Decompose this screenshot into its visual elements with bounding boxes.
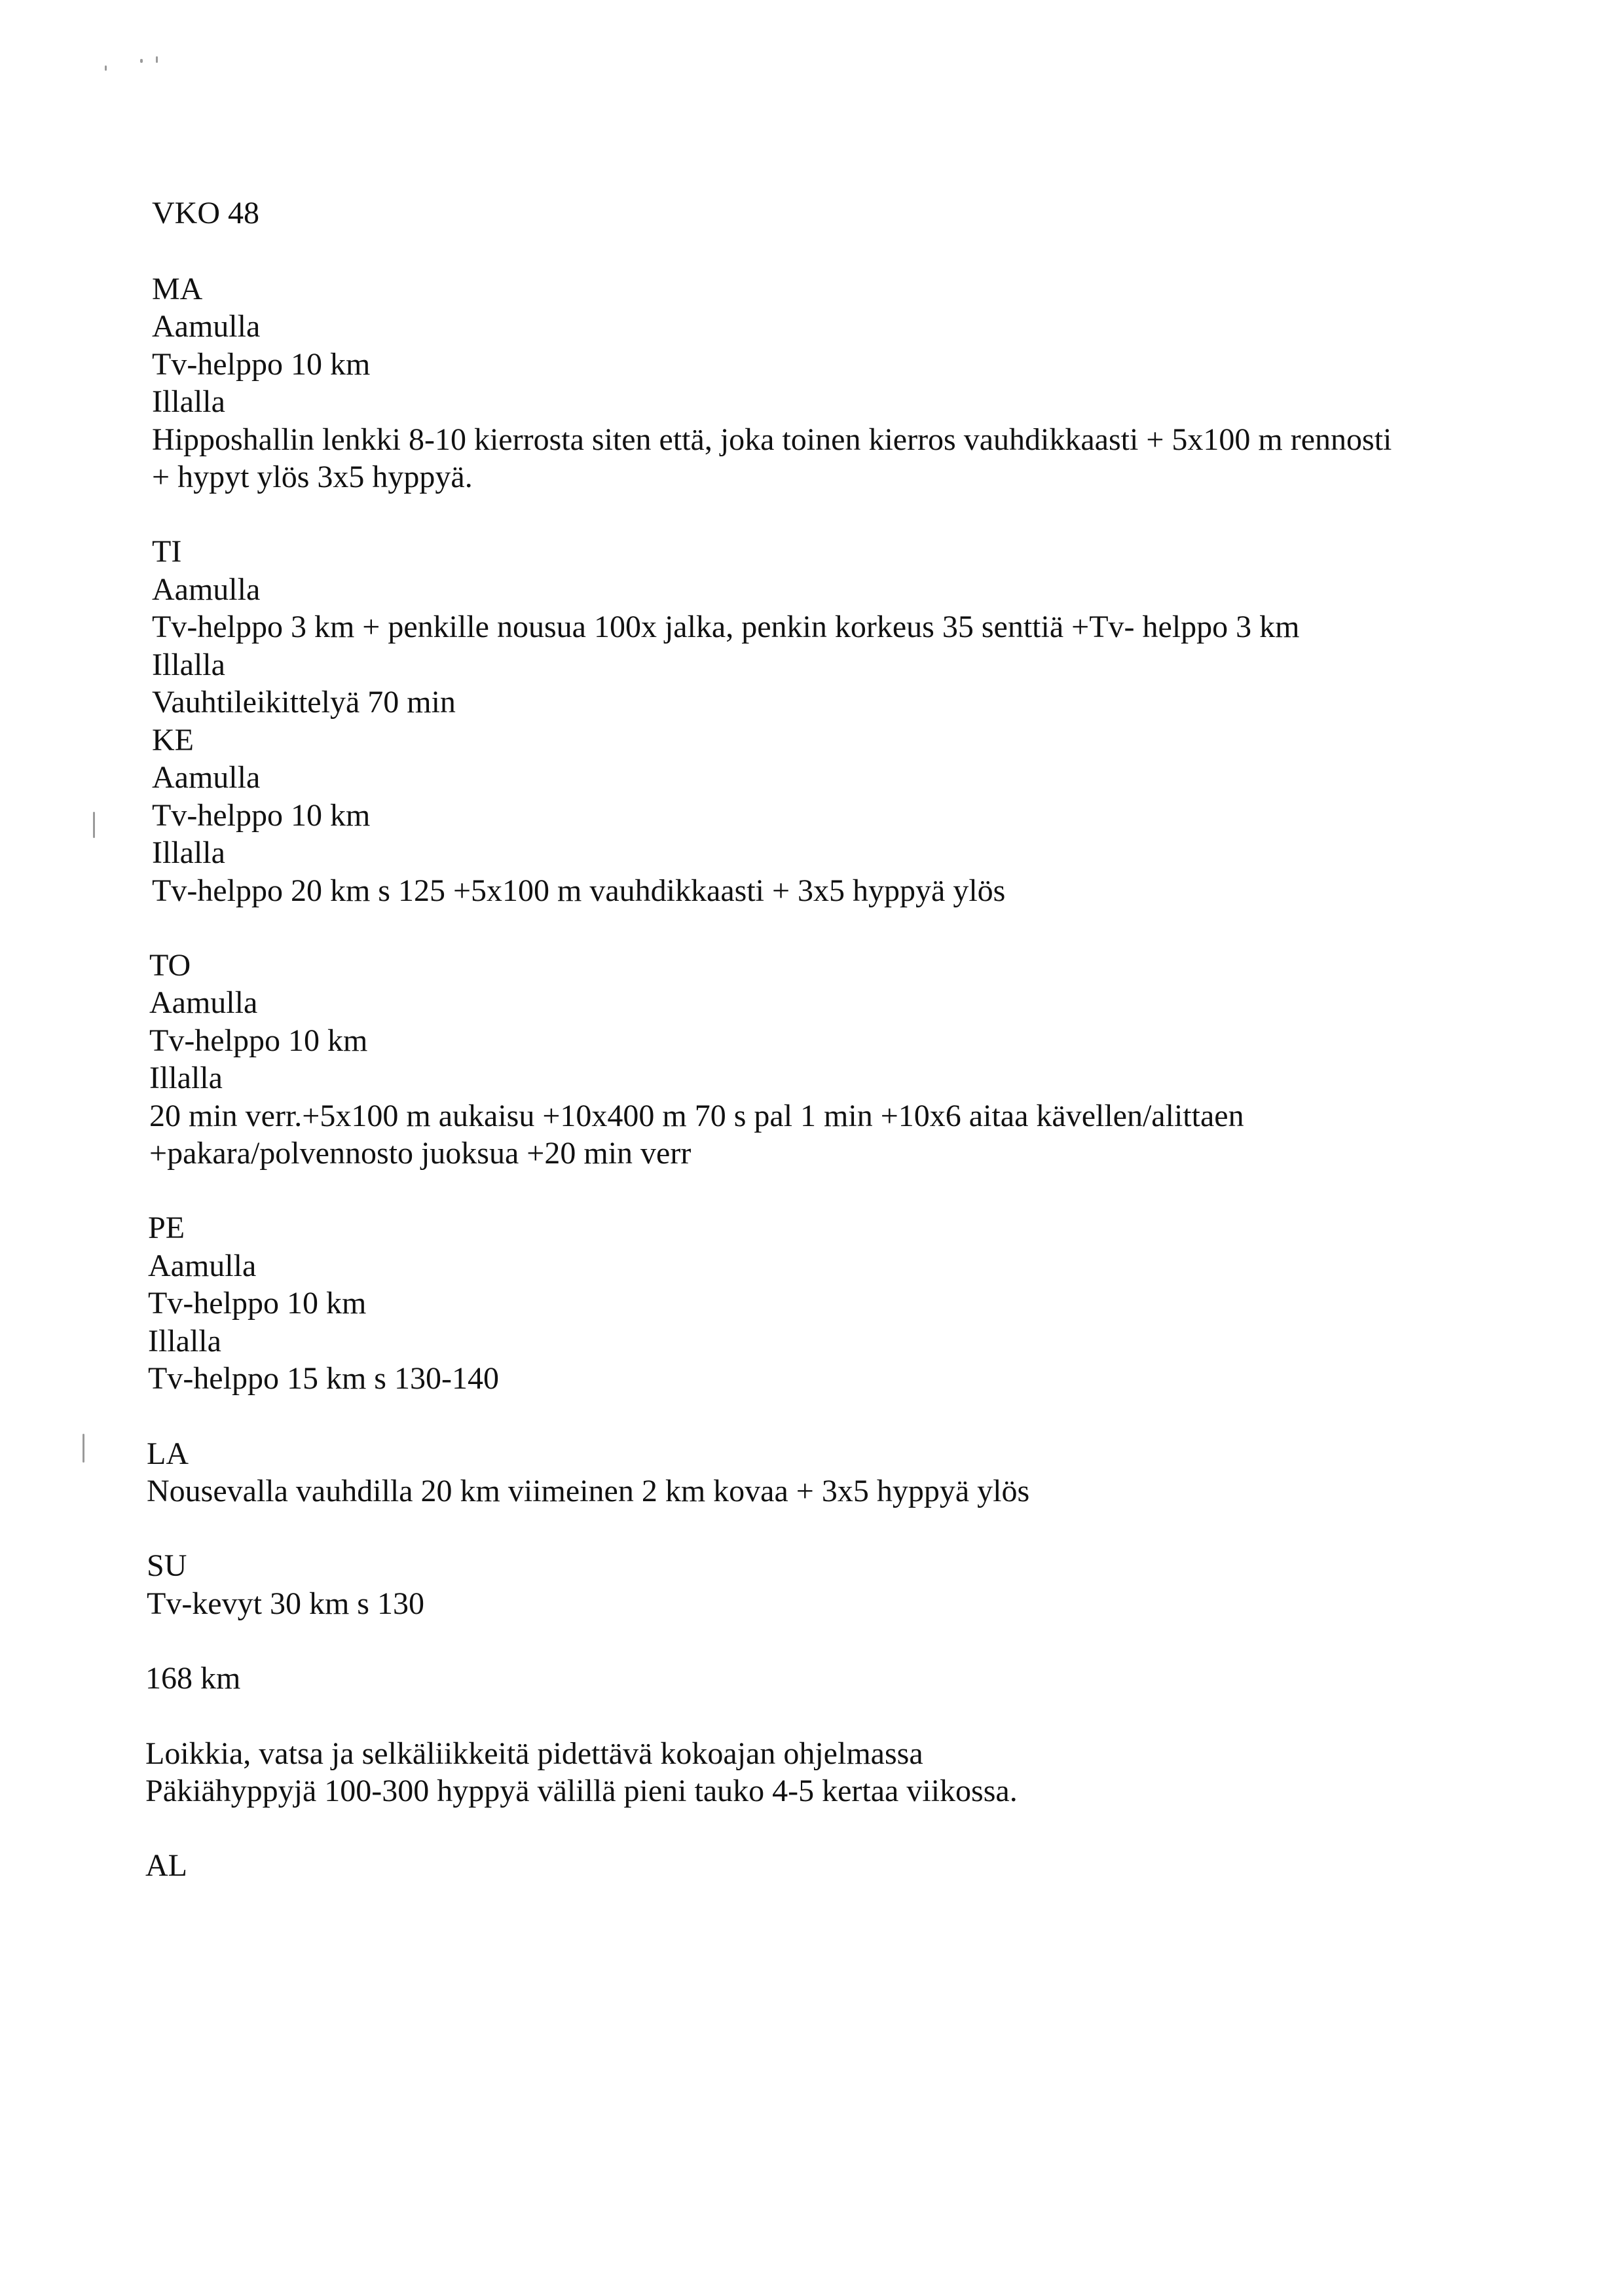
scan-speck (105, 65, 107, 71)
la-line: Nousevalla vauhdilla 20 km viimeinen 2 km kovaa + 3x5 hyppyä ylös (147, 1474, 1030, 1508)
ti-line: Tv-helppo 3 km + penkille nousua 100x jalka, penkin korkeus 35 senttiä +Tv- helppo 3 km (152, 610, 1300, 644)
scan-speck (156, 56, 158, 63)
day-heading-pe: PE (148, 1211, 185, 1245)
to-line: Aamulla (149, 985, 258, 1020)
day-heading-ma: MA (152, 272, 203, 306)
to-line: 20 min verr.+5x100 m aukaisu +10x400 m 70 s pal 1 min +10x6 aitaa kävellen/alittaen (149, 1099, 1244, 1133)
note-line: Loikkia, vatsa ja selkäliikkeitä pidettävä kokoajan ohjelmassa (145, 1736, 923, 1771)
ma-line: Hipposhallin lenkki 8-10 kierrosta siten että, joka toinen kierros vauhdikkaasti + 5x100 m rennosti (152, 422, 1392, 457)
scan-speck (93, 812, 95, 838)
day-heading-to: TO (149, 948, 191, 983)
pe-line: Tv-helppo 10 km (148, 1286, 367, 1321)
scan-speck (140, 59, 143, 63)
to-line: Illalla (149, 1061, 223, 1095)
day-heading-ke: KE (152, 723, 194, 757)
pe-line: Tv-helppo 15 km s 130-140 (148, 1361, 499, 1396)
ke-line: Illalla (152, 835, 225, 870)
ke-line: Tv-helppo 20 km s 125 +5x100 m vauhdikkaasti + 3x5 hyppyä ylös (152, 873, 1006, 908)
pe-line: Illalla (148, 1324, 221, 1358)
note-line: Päkiähyppyjä 100-300 hyppyä välillä pieni tauko 4-5 kertaa viikossa. (145, 1774, 1018, 1808)
day-heading-ti: TI (152, 534, 182, 569)
ti-line: Illalla (152, 647, 225, 682)
ma-line: + hypyt ylös 3x5 hyppyä. (152, 460, 473, 494)
week-heading: VKO 48 (152, 196, 259, 230)
ma-line: Tv-helppo 10 km (152, 347, 371, 382)
weekly-total: 168 km (145, 1661, 241, 1696)
ma-line: Aamulla (152, 309, 261, 344)
to-line: Tv-helppo 10 km (149, 1023, 368, 1058)
to-line: +pakara/polvennosto juoksua +20 min verr (149, 1136, 692, 1171)
day-heading-la: LA (147, 1436, 189, 1471)
ke-line: Aamulla (152, 760, 261, 795)
ti-line: Aamulla (152, 572, 261, 607)
signature-initials: AL (145, 1848, 187, 1883)
scan-speck (83, 1434, 84, 1463)
ma-line: Illalla (152, 384, 225, 419)
su-line: Tv-kevyt 30 km s 130 (147, 1586, 424, 1621)
ti-line: Vauhtileikittelyä 70 min (152, 685, 456, 720)
pe-line: Aamulla (148, 1248, 257, 1283)
day-heading-su: SU (147, 1548, 187, 1583)
ke-line: Tv-helppo 10 km (152, 798, 371, 833)
